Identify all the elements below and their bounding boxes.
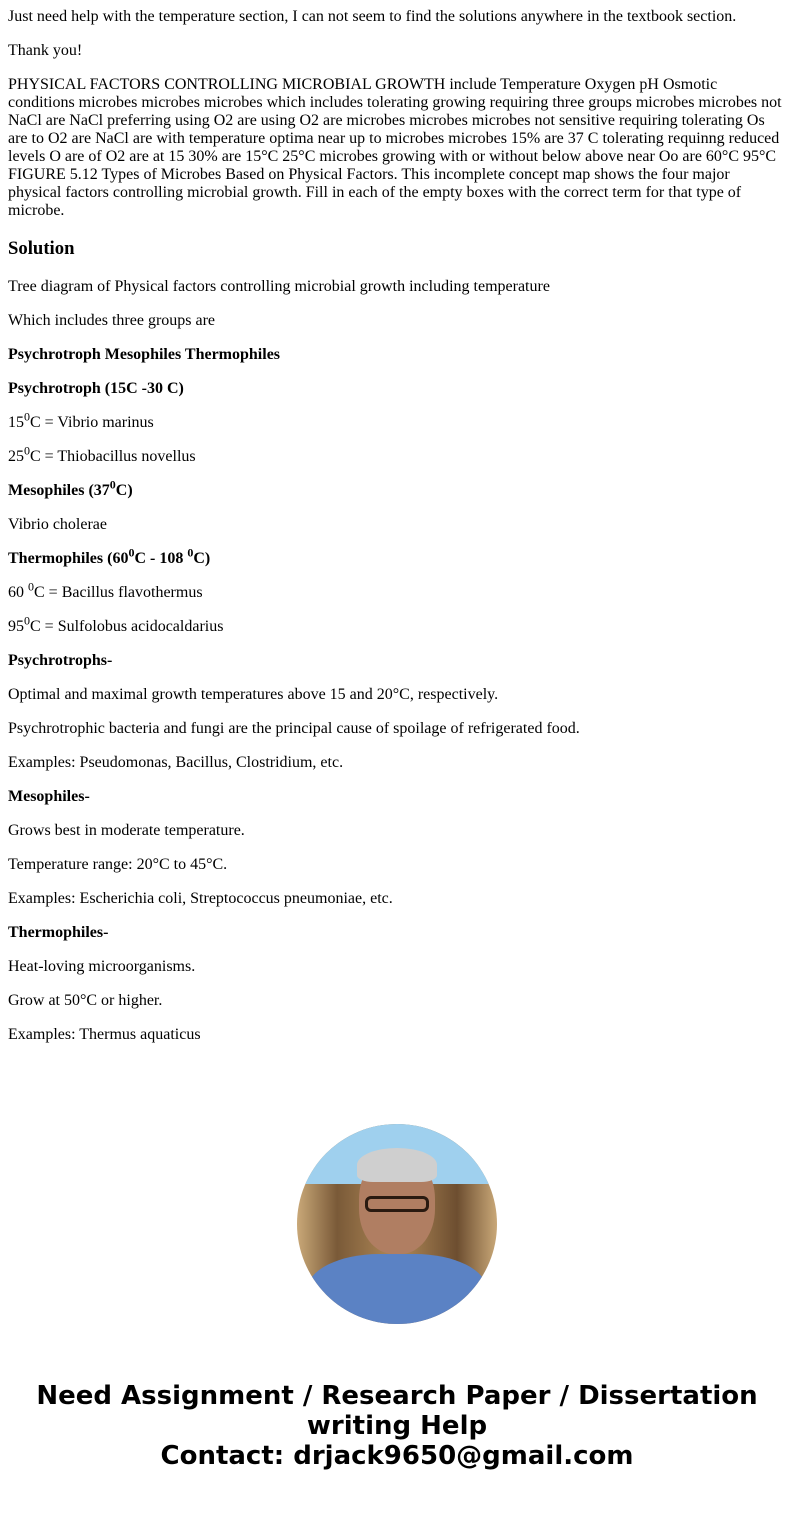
degree: 0 [24,613,30,628]
banner-line: Need Assignment / Research Paper / Dissertation writing Help [36,1381,758,1441]
author-photo-wrap [8,1124,786,1329]
author-photo [297,1124,497,1324]
question-body: PHYSICAL FACTORS CONTROLLING MICROBIAL GROWTH include Temperature Oxygen pH Osmotic conditions microbes microbes microbes which includes tolerating growing requiring three groups microbes microbes not NaCl are NaCl preferring using O2 are using O2 are microbes microbes microbes not sensitive requiring tolerating Os are to O2 are NaCl are with temperature optima near up to microbes microbes 15% are 37 C tolerating requinng reduced levels O are of O2 are at 15 30% are 15°C 25°C microbes growing with or without below above near Oo are 60°C 95°C FIGURE 5.12 Types of Microbes Based on Physical Factors. This incomplete concept map shows the four major physical factors controlling microbial growth. Fill in each of the empty boxes with the correct term for that type of microbe. [8,76,782,219]
groups-label: Psychrotroph Mesophiles Thermophiles [8,346,281,363]
degree: 0 [24,409,30,424]
t: 25 [8,448,24,465]
t: C = Bacillus flavothermus [34,584,203,601]
t: C = Sulfolobus acidocaldarius [30,618,224,635]
text: Heat-loving microorganisms. [8,958,196,975]
t: C = Vibrio marinus [30,414,154,431]
psychrotroph-heading [8,380,786,398]
t: Thermophiles- [8,924,109,941]
thermophiles-heading [8,545,786,568]
example-line: Vibrio cholerae [8,516,107,533]
t: C = Thiobacillus novellus [30,448,196,465]
contact-banner [8,1381,786,1471]
t: C) [115,482,133,499]
t: C - 108 [134,550,188,567]
t: Thermophiles (60 [8,550,129,567]
section-title [8,924,786,942]
text: Examples: Thermus aquaticus [8,1026,201,1043]
text: Optimal and maximal growth temperatures above 15 and 20°C, respectively. [8,686,499,703]
text: Temperature range: 20°C to 45°C. [8,856,228,873]
example-line [8,443,786,466]
question-thanks: Thank you! [8,42,83,59]
text: Grow at 50°C or higher. [8,992,163,1009]
t: 95 [8,618,24,635]
degree: 0 [128,545,135,560]
groups [8,346,786,364]
degree: 0 [24,443,30,458]
solution-text: Which includes three groups are [8,312,216,329]
t: 15 [8,414,24,431]
section-title [8,788,786,806]
t: Psychrotrophs- [8,652,113,669]
solution-text: Tree diagram of Physical factors controlling microbial growth including temperature [8,278,550,295]
solution-heading: Solution [8,238,75,259]
degree: 0 [28,579,34,594]
example-line [8,409,786,432]
t: 60 [8,584,28,601]
text: Examples: Pseudomonas, Bacillus, Clostridium, etc. [8,754,344,771]
text: Grows best in moderate temperature. [8,822,245,839]
text: Examples: Escherichia coli, Streptococcus pneumoniae, etc. [8,890,393,907]
question-intro: Just need help with the temperature section, I can not seem to find the solutions anywhere in the textbook section. [8,8,737,25]
text: Psychrotrophic bacteria and fungi are the principal cause of spoilage of refrigerated food. [8,720,580,737]
mesophiles-heading [8,477,786,500]
example-line [8,579,786,602]
t: Mesophiles (37 [8,482,110,499]
t: C) [193,550,211,567]
t: Mesophiles- [8,788,90,805]
example-line [8,613,786,636]
degree: 0 [187,545,194,560]
banner-contact: Contact: drjack9650@gmail.com [160,1441,634,1471]
section-title [8,652,786,670]
psychrotroph-heading-text: Psychrotroph (15C -30 C) [8,380,184,397]
degree: 0 [109,477,116,492]
